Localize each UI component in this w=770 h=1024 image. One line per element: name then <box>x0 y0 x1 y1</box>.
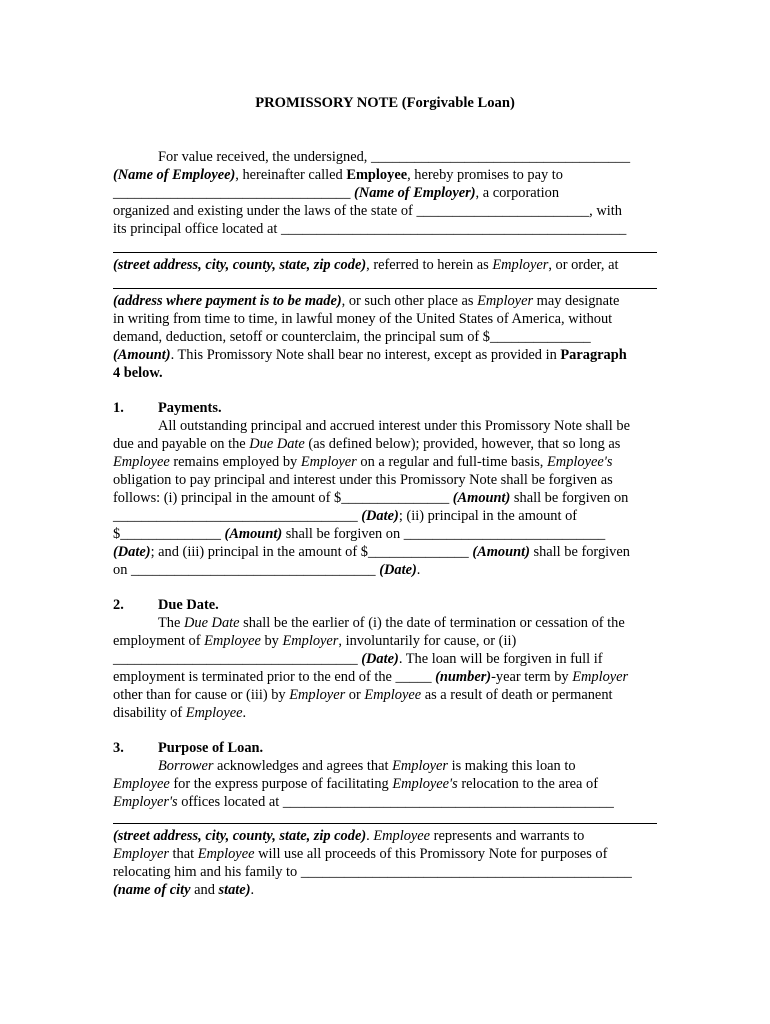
payments-line-5: follows: (i) principal in the amount of $_______________ (Amount) shall be forgiven on <box>113 490 629 506</box>
state-of-incorporation-line: organized and existing under the laws of the state of ________________________, with <box>113 203 622 219</box>
principal-office-line: its principal office located at ________________________________________________ <box>113 221 627 237</box>
payment-address-line: (address where payment is to be made), or such other place as Employer may designate <box>113 293 620 309</box>
address-blank-rule <box>113 252 657 253</box>
due-date-line-5: other than for cause or (iii) by Employer or Employee as a result of death or permanent <box>113 687 613 703</box>
section-2-heading: Due Date. <box>158 597 219 613</box>
due-date-line-2: employment of Employee by Employer, involuntarily for cause, or (ii) <box>113 633 517 649</box>
no-interest-line: (Amount). This Promissory Note shall bear no interest, except as provided in Paragraph <box>113 347 627 363</box>
purpose-line-2: Employee for the express purpose of facilitating Employee's relocation to the area of <box>113 776 598 792</box>
due-date-line-6: disability of Employee. <box>113 705 247 721</box>
payments-line-8: (Date); and (iii) principal in the amount of $______________ (Amount) shall be forgiven <box>113 544 630 560</box>
name-of-employer-line: _________________________________ (Name of Employer), a corporation <box>113 185 560 201</box>
lawful-money-line: in writing from time to time, in lawful money of the United States of America, without <box>113 311 613 327</box>
opening-line: For value received, the undersigned, ____________________________________ <box>158 149 631 165</box>
payments-line-9: on __________________________________ (Date). <box>113 562 421 578</box>
due-date-line-4: employment is terminated prior to the end of the _____ (number)-year term by Employer <box>113 669 629 685</box>
purpose-line-7: (name of city and state). <box>113 882 255 898</box>
page-title: PROMISSORY NOTE (Forgivable Loan) <box>255 95 515 111</box>
employer-address-line: (street address, city, county, state, zip code), referred to herein as Employer, or order, at <box>113 257 619 273</box>
name-of-employee-line: (Name of Employee), hereinafter called Employee, hereby promises to pay to <box>113 167 563 183</box>
due-date-line-1: The Due Date shall be the earlier of (i) the date of termination or cessation of the <box>158 615 625 631</box>
section-1-heading: Payments. <box>158 400 222 416</box>
section-3-heading: Purpose of Loan. <box>158 740 264 756</box>
purpose-line-3: Employer's offices located at ______________________________________________ <box>113 794 614 810</box>
principal-sum-line: demand, deduction, setoff or counterclaim, the principal sum of $______________ <box>113 329 591 345</box>
payments-line-1: All outstanding principal and accrued interest under this Promissory Note shall be <box>158 418 630 434</box>
payment-address-blank-rule <box>113 288 657 289</box>
due-date-line-3: __________________________________ (Date). The loan will be forgiven in full if <box>113 651 603 667</box>
section-2-number: 2. <box>113 597 124 613</box>
section-3-number: 3. <box>113 740 124 756</box>
paragraph-reference-line: 4 below. <box>113 365 163 381</box>
payments-line-7: $______________ (Amount) shall be forgiven on ____________________________ <box>113 526 606 542</box>
payments-line-2: due and payable on the Due Date (as defined below); provided, however, that so long as <box>113 436 621 452</box>
purpose-line-4: (street address, city, county, state, zip code). Employee represents and warrants to <box>113 828 585 844</box>
payments-line-3: Employee remains employed by Employer on a regular and full-time basis, Employee's <box>113 454 613 470</box>
purpose-line-1: Borrower acknowledges and agrees that Employer is making this loan to <box>158 758 576 774</box>
section-1-number: 1. <box>113 400 124 416</box>
payments-line-4: obligation to pay principal and interest under this Promissory Note shall be forgiven as <box>113 472 613 488</box>
payments-line-6: __________________________________ (Date); (ii) principal in the amount of <box>113 508 578 524</box>
purpose-line-5: Employer that Employee will use all proceeds of this Promissory Note for purposes of <box>113 846 608 862</box>
office-address-blank-rule <box>113 823 657 824</box>
purpose-line-6: relocating him and his family to ______________________________________________ <box>113 864 632 880</box>
